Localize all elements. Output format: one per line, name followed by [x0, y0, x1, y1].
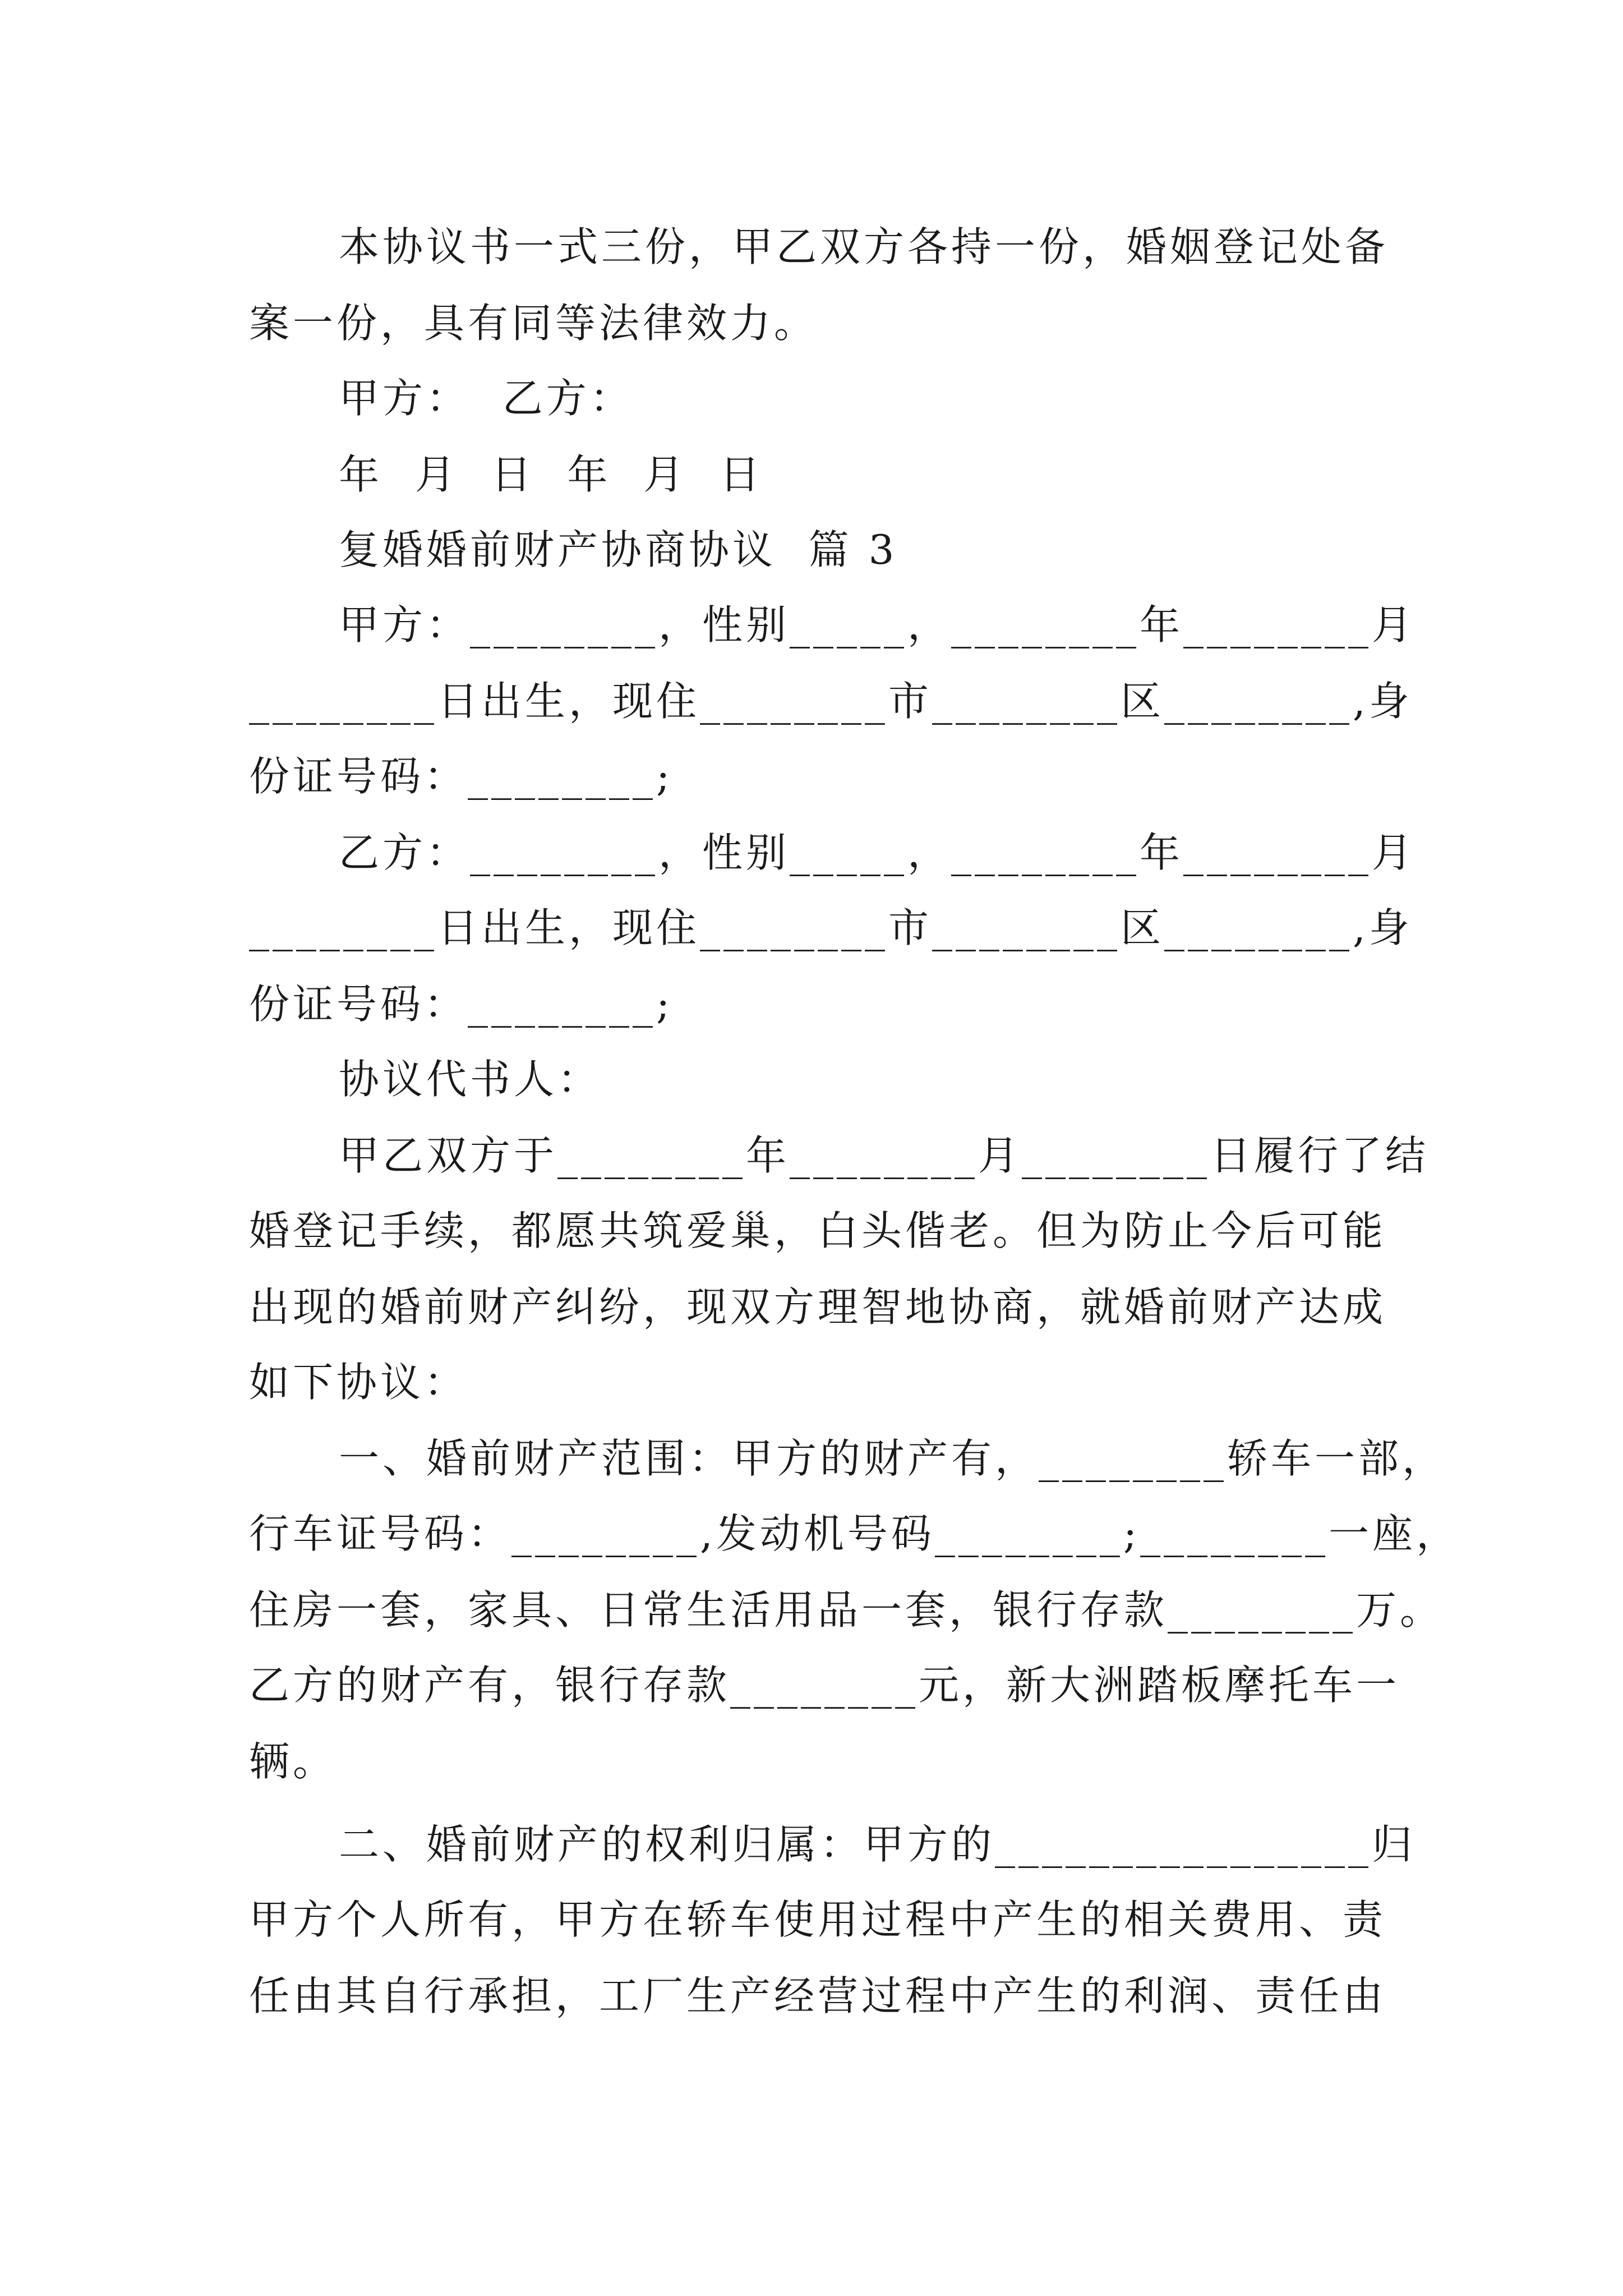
clause-1-line-1: 一、婚前财产范围：甲方的财产有，________轿车一部，	[339, 1435, 1446, 1482]
party-a-line-3: 份证号码：________;	[249, 753, 674, 800]
clause-2-line-3: 任由其自行承担，工厂生产经营过程中产生的利润、责任由	[249, 1972, 1387, 2019]
preamble-line-3: 出现的婚前财产纠纷，现双方理智地协商，就婚前财产达成	[249, 1283, 1387, 1331]
party-b-line-2: ________日出生，现住________市________区________,身	[249, 904, 1413, 951]
signature-parties-line: 甲方： 乙方：	[339, 375, 634, 422]
clause-2-line-2: 甲方个人所有，甲方在轿车使用过程中产生的相关费用、责	[249, 1896, 1387, 1943]
party-a-line-1: 甲方：________，性别_____，________年________月	[339, 601, 1416, 648]
clause-1-line-5: 辆。	[249, 1738, 337, 1785]
clause-1-line-3: 住房一套，家具、日常生活用品一套，银行存款________万。	[249, 1586, 1444, 1634]
paragraph-copies-line-1: 本协议书一式三份，甲乙双方各持一份，婚姻登记处备	[339, 223, 1389, 270]
party-b-line-1: 乙方：________，性别_____，________年________月	[339, 829, 1416, 876]
preamble-line-4: 如下协议：	[249, 1359, 468, 1406]
paragraph-copies-line-2: 案一份，具有同等法律效力。	[249, 300, 818, 347]
agent-line: 协议代书人：	[339, 1056, 602, 1103]
signature-date-line: 年 月 日 年 月 日	[339, 451, 763, 498]
clause-2-line-1: 二、婚前财产的权利归属：甲方的________________归	[339, 1821, 1416, 1868]
section-title: 复婚婚前财产协商协议 篇 3	[339, 526, 898, 573]
preamble-line-1: 甲乙双方于________年________月________日履行了结	[339, 1132, 1430, 1179]
preamble-line-2: 婚登记手续，都愿共筑爱巢，白头偕老。但为防止今后可能	[249, 1207, 1387, 1254]
clause-1-line-2: 行车证号码：________,发动机号码________;________一座，	[249, 1510, 1460, 1557]
party-b-line-3: 份证号码：________;	[249, 981, 674, 1028]
clause-1-line-4: 乙方的财产有，银行存款________元，新大洲踏板摩托车一	[249, 1662, 1400, 1709]
party-a-line-2: ________日出生，现住________市________区________,身	[249, 678, 1413, 725]
